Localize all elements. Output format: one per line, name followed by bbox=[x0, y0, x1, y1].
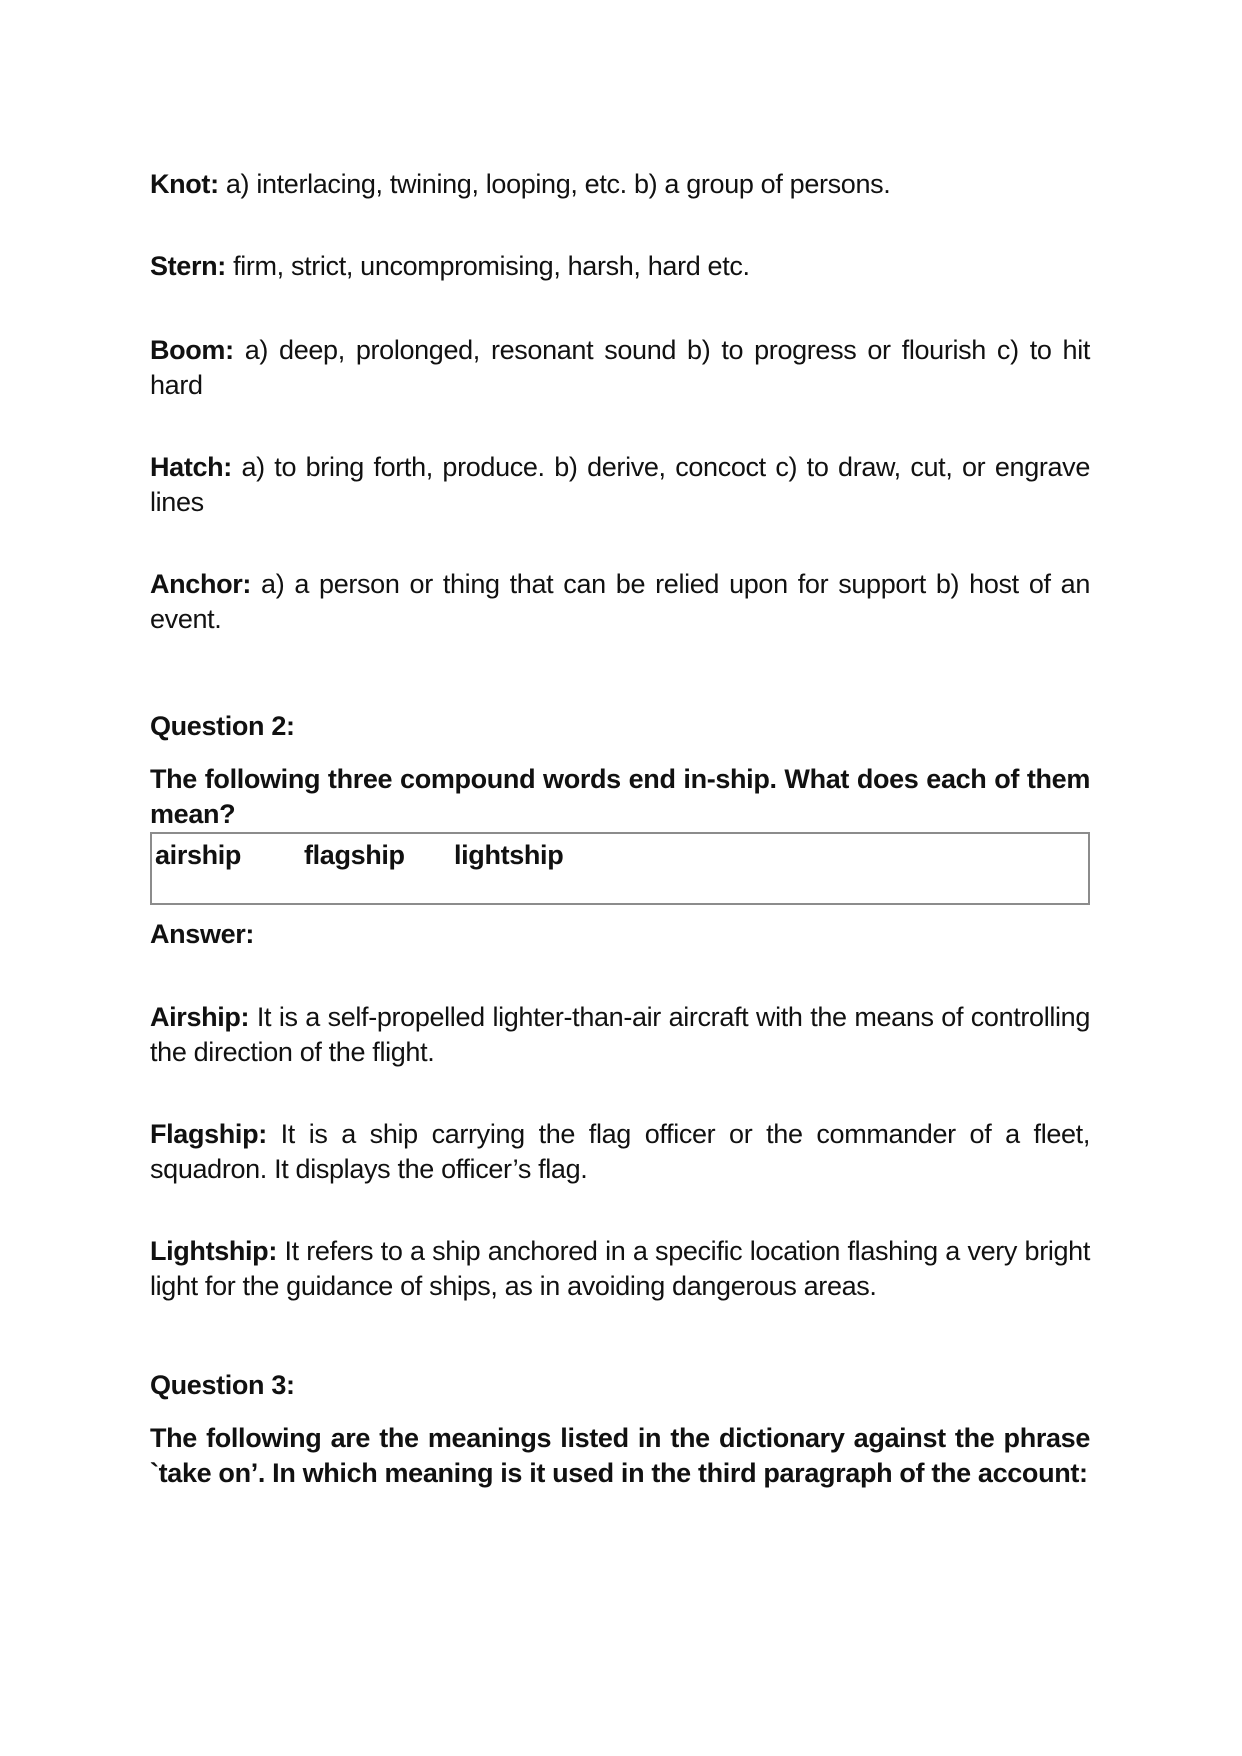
term-label: Flagship: bbox=[150, 1119, 267, 1149]
definition-knot bbox=[150, 167, 1090, 202]
definition-stern bbox=[150, 249, 1090, 284]
answer-text: It is a self-propelled lighter-than-air aircraft with the means of controlling the direction of the flight. bbox=[150, 1002, 1090, 1067]
answer-lightship bbox=[150, 1234, 1090, 1303]
term-label: Lightship: bbox=[150, 1236, 277, 1266]
definition-hatch bbox=[150, 450, 1090, 519]
definition-text: firm, strict, uncompromising, harsh, hard etc. bbox=[225, 251, 750, 281]
answer-text: It is a ship carrying the flag officer or the commander of a fleet, squadron. It displays the officer’s flag. bbox=[150, 1119, 1090, 1184]
term-label: Stern: bbox=[150, 251, 226, 281]
term-label: Boom: bbox=[150, 335, 234, 365]
definition-boom bbox=[150, 333, 1090, 402]
term-label: Hatch: bbox=[150, 452, 232, 482]
word-lightship: lightship bbox=[454, 840, 564, 870]
definition-text: a) a person or thing that can be relied upon for support b) host of an event. bbox=[150, 569, 1090, 634]
term-label: Anchor: bbox=[150, 569, 252, 599]
definition-text: a) deep, prolonged, resonant sound b) to progress or flourish c) to hit hard bbox=[150, 335, 1090, 400]
compound-words-box bbox=[150, 832, 1090, 905]
question-3-prompt: The following are the meanings listed in the dictionary against the phrase `take on’. In which meaning is it used in the third paragraph of the account: bbox=[150, 1423, 1090, 1488]
word-airship: airship bbox=[155, 840, 242, 870]
answer-airship bbox=[150, 1000, 1090, 1069]
answer-flagship bbox=[150, 1117, 1090, 1186]
answer-text: It refers to a ship anchored in a specific location flashing a very bright light for the guidance of ships, as in avoiding dangerous areas. bbox=[150, 1236, 1090, 1301]
definition-text: a) interlacing, twining, looping, etc. b) a group of persons. bbox=[218, 169, 891, 199]
question-3-heading: Question 3: bbox=[150, 1370, 295, 1400]
term-label: Knot: bbox=[150, 169, 219, 199]
term-label: Airship: bbox=[150, 1002, 250, 1032]
word-flagship: flagship bbox=[304, 840, 405, 870]
question-2-prompt: The following three compound words end in-ship. What does each of them mean? bbox=[150, 764, 1090, 829]
question-2-heading: Question 2: bbox=[150, 711, 295, 741]
answer-label: Answer: bbox=[150, 919, 255, 949]
definition-anchor bbox=[150, 567, 1090, 636]
definition-text: a) to bring forth, produce. b) derive, concoct c) to draw, cut, or engrave lines bbox=[150, 452, 1090, 517]
